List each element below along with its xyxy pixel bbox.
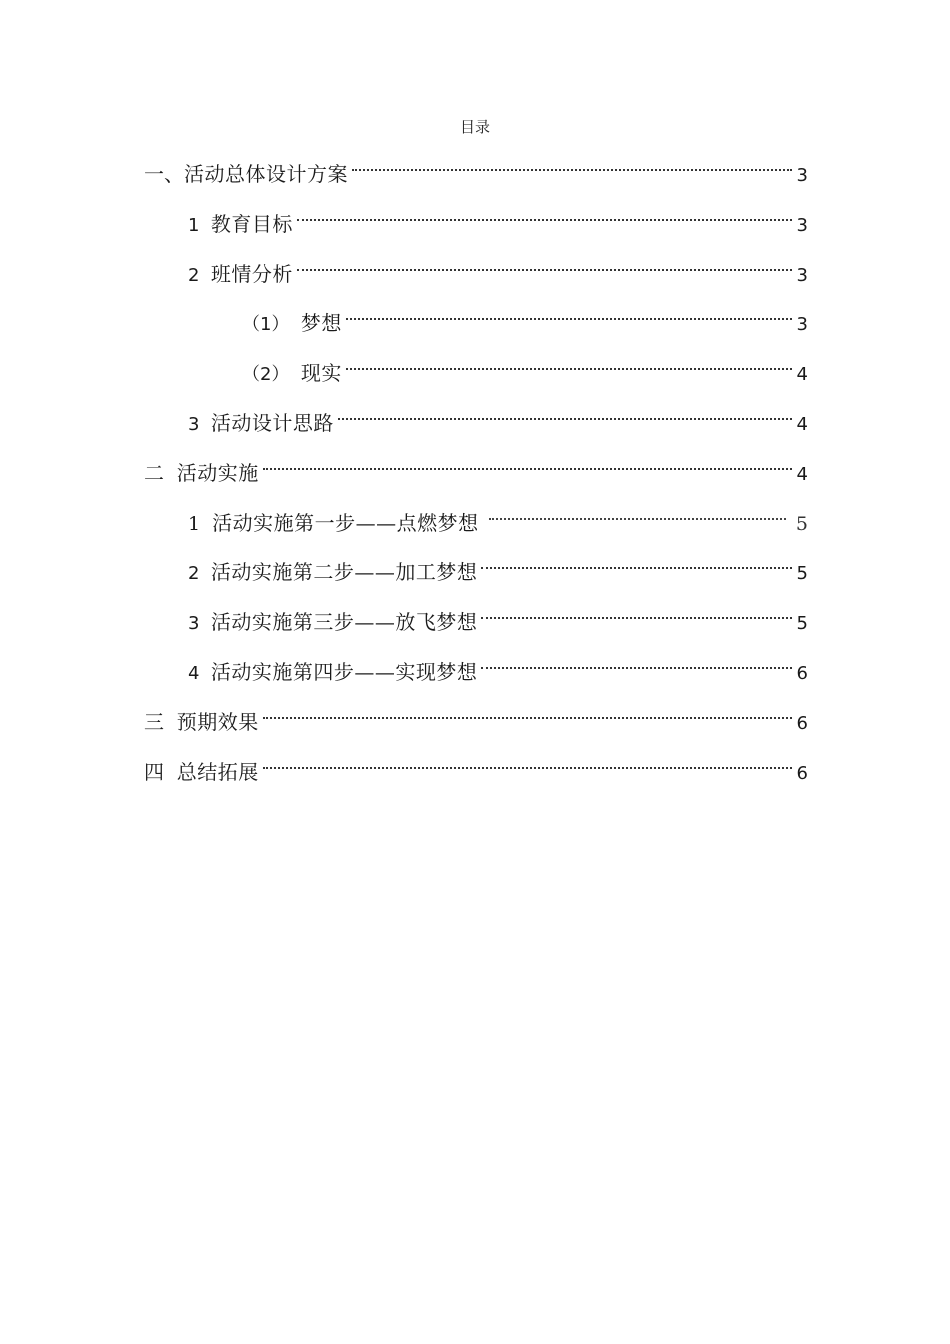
toc-dot-leader [263, 691, 792, 729]
toc-entry-title: 活动实施第四步——实现梦想 [210, 659, 478, 684]
toc-entry-number: 4 [188, 662, 211, 684]
toc-dot-leader [297, 243, 792, 281]
toc-dot-leader [481, 591, 792, 629]
toc-dot-leader [481, 541, 792, 579]
toc-entry-title: 活动设计思路 [210, 410, 334, 435]
toc-dot-leader [352, 143, 792, 181]
toc-dot-leader [338, 392, 792, 430]
toc-entry-title: 预期效果 [176, 709, 259, 734]
toc-dot-leader [263, 442, 792, 480]
toc-entry[interactable] [144, 342, 808, 392]
toc-entry-number: 二 [144, 460, 177, 485]
toc-entry-page: 3 [796, 314, 808, 336]
toc-entry-page: 5 [796, 613, 808, 635]
toc-entry-number: 三 [144, 709, 177, 734]
toc-entry-number: 3 [188, 413, 211, 435]
toc-entry-number: 1 [188, 512, 213, 535]
toc-entry-title: 梦想 [300, 311, 342, 336]
toc-entry-title: 班情分析 [210, 261, 293, 286]
toc-entry[interactable] [144, 193, 808, 243]
toc-dot-leader [297, 193, 792, 231]
table-of-contents [144, 143, 808, 790]
toc-entry-title: 教育目标 [210, 211, 293, 236]
toc-entry-page: 5 [796, 563, 808, 585]
toc-entry-title: 现实 [300, 361, 342, 386]
toc-entry[interactable] [144, 691, 808, 741]
toc-entry-page: 3 [796, 214, 808, 236]
toc-entry-number: 1 [188, 214, 211, 236]
toc-entry-title: 活动实施第三步——放飞梦想 [210, 610, 478, 635]
toc-dot-leader [263, 741, 792, 779]
toc-entry-page: 6 [796, 662, 808, 684]
toc-entry[interactable] [144, 442, 808, 492]
toc-entry[interactable] [144, 591, 808, 641]
toc-entry[interactable] [144, 741, 808, 791]
toc-entry-number: 四 [144, 759, 177, 784]
toc-entry[interactable] [144, 243, 808, 293]
toc-entry[interactable] [144, 541, 808, 591]
toc-entry[interactable] [144, 492, 808, 542]
toc-entry-number: 3 [188, 613, 211, 635]
toc-entry-page: 6 [796, 762, 808, 784]
toc-entry[interactable] [144, 392, 808, 442]
toc-entry[interactable] [144, 641, 808, 691]
toc-entry-title: 总结拓展 [176, 759, 259, 784]
toc-entry-number: （1） [242, 314, 301, 336]
toc-dot-leader [489, 492, 786, 530]
toc-dot-leader [346, 342, 792, 380]
toc-entry-number: （2） [242, 364, 301, 386]
toc-entry-title: 活动实施第一步——点燃梦想 [212, 510, 479, 535]
toc-entry[interactable] [144, 143, 808, 193]
toc-dot-leader [481, 641, 792, 679]
toc-entry[interactable] [144, 292, 808, 342]
toc-title: 目录 [459, 118, 490, 136]
toc-entry-page: 3 [796, 165, 808, 186]
toc-dot-leader [346, 292, 792, 330]
toc-entry-page: 4 [796, 413, 808, 435]
toc-entry-number: 2 [188, 563, 211, 585]
toc-entry-title: 活动实施第二步——加工梦想 [210, 560, 478, 585]
toc-entry-page: 6 [796, 712, 808, 734]
toc-entry-number: 2 [188, 264, 211, 286]
toc-entry-page: 3 [796, 264, 808, 286]
toc-entry-page: 4 [796, 463, 808, 485]
toc-entry-page: 5 [795, 512, 808, 535]
toc-entry-title: 活动实施 [176, 460, 259, 485]
toc-entry-page: 4 [796, 364, 808, 386]
toc-entry-number: 一、 [144, 162, 184, 186]
toc-entry-title: 活动总体设计方案 [184, 162, 348, 186]
